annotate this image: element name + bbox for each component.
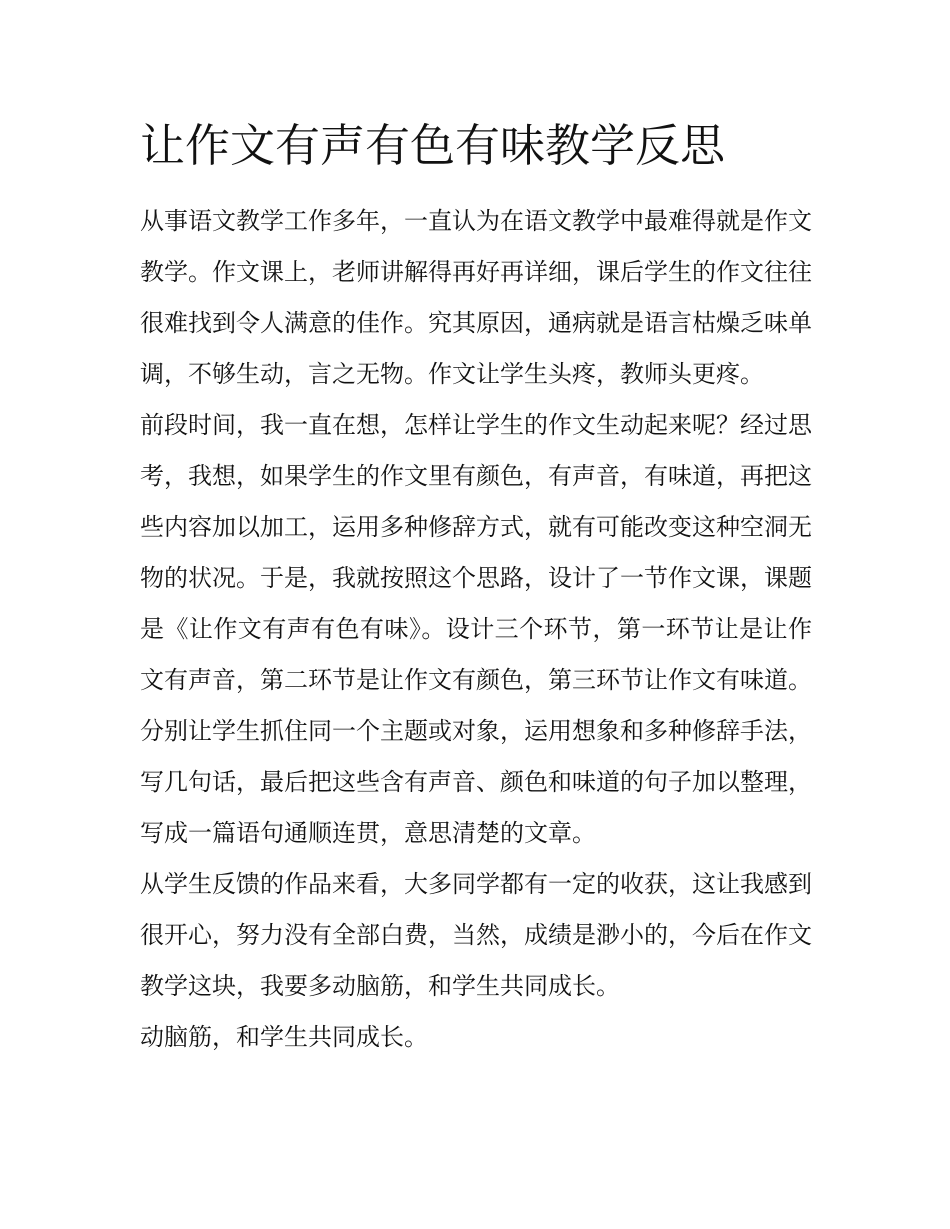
paragraph-1: 从事语文教学工作多年，一直认为在语文教学中最难得就是作文教学。作文课上，老师讲解得再好再详细，课后学生的作文往往很难找到令人满意的佳作。究其原因，通病就是语言枯燥乏味单调，不够生动，言之无物。作文让学生头疼，教师头更疼。 [140, 207, 812, 388]
paragraph-4: 动脑筋，和学生共同成长。 [140, 1023, 428, 1051]
paragraph-2: 前段时间，我一直在想，怎样让学生的作文生动起来呢？经过思考，我想，如果学生的作文里有颜色，有声音，有味道，再把这些内容加以加工，运用多种修辞方式，就有可能改变这种空洞无物的状况。于是，我就按照这个思路，设计了一节作文课，课题是《让作文有声有色有味》。设计三个环节，第一环节让是让作文有声音，第二环节是让作文有颜色，第三环节让作文有味道。分别让学生抓住同一个主题或对象，运用想象和多种修辞手法，写几句话，最后把这些含有声音、颜色和味道的句子加以整理，写成一篇语句通顺连贯，意思清楚的文章。 [140, 411, 812, 847]
document-title: 让作文有声有色有味教学反思 [140, 119, 726, 172]
document-body [140, 196, 812, 1063]
paragraph-3: 从学生反馈的作品来看，大多同学都有一定的收获，这让我感到很开心，努力没有全部白费，当然，成绩是渺小的，今后在作文教学这块，我要多动脑筋，和学生共同成长。 [140, 870, 812, 1000]
